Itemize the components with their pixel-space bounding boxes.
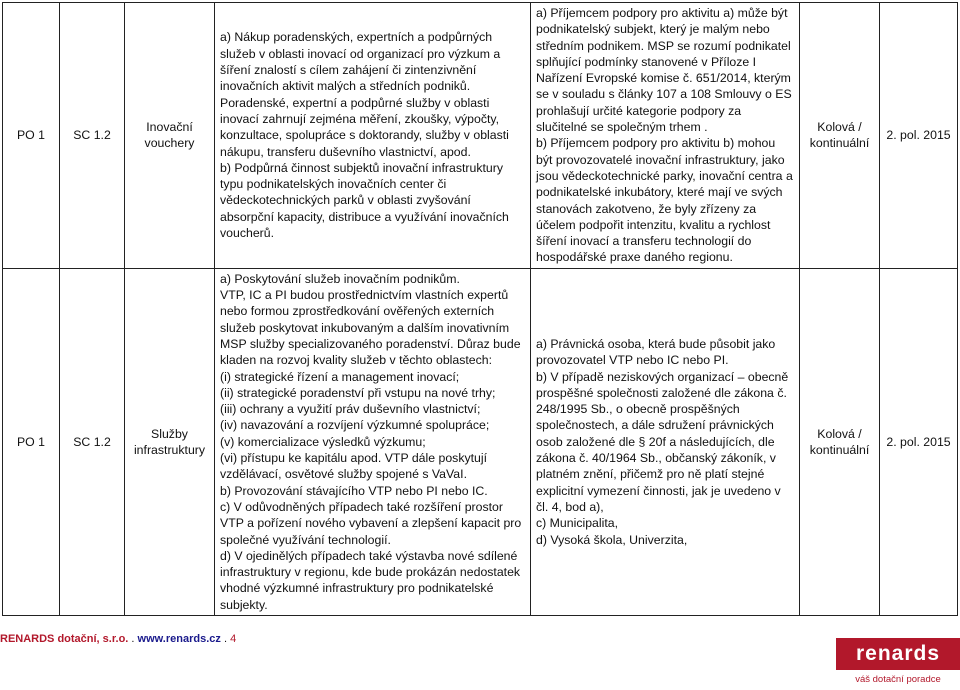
renards-logo xyxy=(836,638,960,690)
footer-separator: . xyxy=(223,633,228,645)
po-cell: PO 1 xyxy=(3,3,60,269)
description-paragraph: (iii) ochrany a využití práv duševního vlastnictví; xyxy=(220,402,481,417)
footer xyxy=(0,633,236,645)
table-row xyxy=(3,3,958,269)
program-table xyxy=(2,2,958,616)
recipients-paragraph: a) Příjemcem podpory pro aktivitu a) může být podnikatelský subjekt, který je malým nebo středním podnikem. MSP se rozumí podnikatel splňující podmínky stanovené v Příloze I Nařízení Evropské komise č. 651/2014, kterým se v souladu s články 107 a 108 Smlouvy o ES prohlašují určité kategorie podpory za slučitelné se společným trhem . xyxy=(536,6,792,135)
footer-separator: . xyxy=(131,633,135,645)
description-paragraph: VTP, IC a PI budou prostřednictvím vlastních expertů nebo formou zprostředkování ověřených externích služeb poskytovat inkubovaným a dalším inovativním MSP služby specializovaného poradenství. Důraz bude kladen na rozvoj kvality služeb v těchto oblastech: xyxy=(220,288,521,368)
activity-cell: Inovační vouchery xyxy=(125,3,215,269)
description-paragraph: (i) strategické řízení a management inovací; xyxy=(220,369,460,384)
description-paragraph: (vi) přístupu ke kapitálu apod. VTP dále poskytují vzdělávací, osvětové služby spojené s VaVaI. xyxy=(220,451,488,482)
call-type-cell: Kolová / kontinuální xyxy=(800,268,880,615)
logo-wordmark: renards xyxy=(836,638,960,670)
logo-tagline: váš dotační poradce xyxy=(855,674,941,685)
recipients-paragraph: c) Municipalita, xyxy=(536,516,619,531)
table-row xyxy=(3,268,958,615)
page-number: 4 xyxy=(230,633,237,645)
description-paragraph: c) V odůvodněných případech také rozšíření prostor VTP a pořízení nového vybavení a zlepšení kapacit pro společné využívání technologií. xyxy=(220,499,522,547)
footer-company: RENARDS dotační, s.r.o. xyxy=(0,633,129,645)
sc-cell: SC 1.2 xyxy=(60,268,125,615)
activity-cell: Služby infrastruktury xyxy=(125,268,215,615)
recipients-paragraph: b) V případě neziskových organizací – obecně prospěšné společnosti založené dle zákona č. 248/1995 Sb., o obecně prospěšných společnostech, a dále sdružení právnických osob založené dle § 20f a následujících, dle zákona č. 40/1964 Sb., občanský zákoník, v platném znění, přičemž pro ně platí stejné explicitní vymezení činnosti, jak je uvedeno v čl. 4, bod a), xyxy=(536,369,789,514)
recipients-cell xyxy=(531,268,800,615)
date-cell: 2. pol. 2015 xyxy=(880,3,958,269)
description-cell xyxy=(215,3,531,269)
description-paragraph: (iv) navazování a rozvíjení výzkumné spolupráce; xyxy=(220,418,490,433)
recipients-cell xyxy=(531,3,800,269)
description-paragraph: b) Podpůrná činnost subjektů inovační infrastruktury typu podnikatelských inovačních center či vědeckotechnických parků v oblasti zvyšování absorpční kapacity, distribuce a využívání inovačních voucherů. xyxy=(220,160,509,240)
recipients-paragraph: b) Příjemcem podpory pro aktivitu b) mohou být provozovatelé inovační infrastruktury, jako jsou vědeckotechnické parky, inovační centra a podnikatelské inkubátory, které mají ve svých stanovách zakotveno, že byly zřízeny za účelem podpořit intenzitu, kvalitu a rychlost šíření inovací a transferu technologií do hospodářské praxe daného regionu. xyxy=(536,136,793,265)
date-cell: 2. pol. 2015 xyxy=(880,268,958,615)
recipients-paragraph: d) Vysoká škola, Univerzita, xyxy=(536,532,688,547)
description-paragraph: (v) komercializace výsledků výzkumu; xyxy=(220,434,426,449)
footer-url-link[interactable]: www.renards.cz xyxy=(137,633,221,645)
description-paragraph: a) Nákup poradenských, expertních a podpůrných služeb v oblasti inovací od organizací pro výzkum a šíření znalostí s cílem zahájení či zintenzivnění inovačních aktivit malých a středních podniků. Poradenské, expertní a podpůrné služby v oblasti inovací zahrnují zejména měření, zkoušky, výpočty, konzultace, spolupráce s doktorandy, služby v oblasti nákupu, transferu duševního vlastnictví, apod. xyxy=(220,30,509,159)
description-paragraph: a) Poskytování služeb inovačním podnikům. xyxy=(220,271,460,286)
description-paragraph: d) V ojedinělých případech také výstavba nové sdílené infrastruktury v regionu, kde bude prokázán nedostatek vhodné výzkumné infrastruktury pro podnikatelské subjekty. xyxy=(220,548,521,612)
recipients-paragraph: a) Právnická osoba, která bude působit jako provozovatel VTP nebo IC nebo PI. xyxy=(536,336,776,368)
description-cell xyxy=(215,268,531,615)
call-type-cell: Kolová / kontinuální xyxy=(800,3,880,269)
po-cell: PO 1 xyxy=(3,268,60,615)
sc-cell: SC 1.2 xyxy=(60,3,125,269)
description-paragraph: (ii) strategické poradenství při vstupu na nové trhy; xyxy=(220,385,496,400)
description-paragraph: b) Provozování stávajícího VTP nebo PI nebo IC. xyxy=(220,483,488,498)
